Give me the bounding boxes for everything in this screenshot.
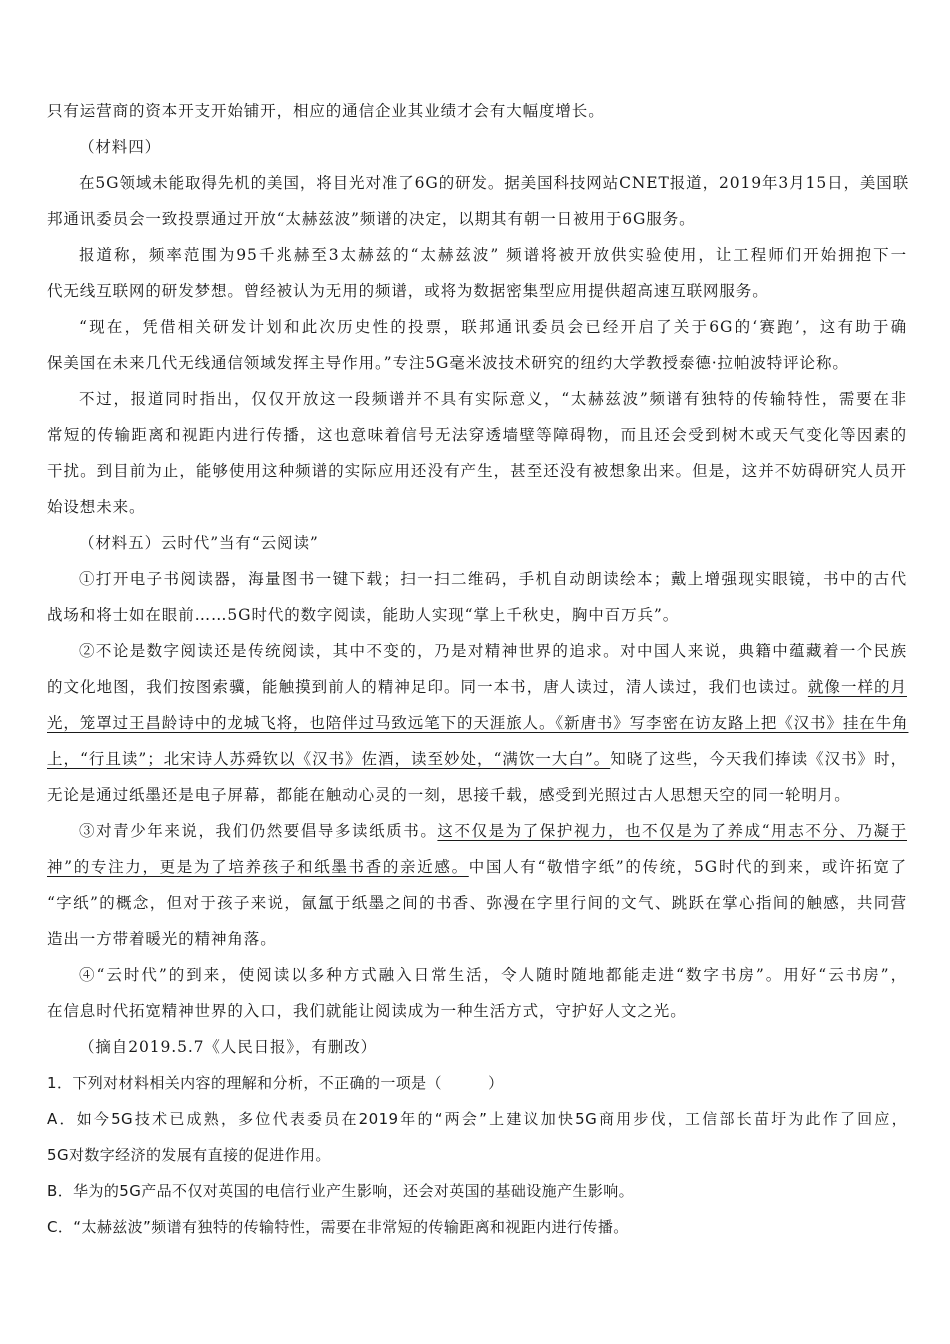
text-segment: ③对青少年来说，我们仍然要倡导多读纸质书。 bbox=[79, 822, 438, 840]
text-segment: （材料四） bbox=[79, 138, 162, 156]
passage-line bbox=[47, 597, 907, 633]
passage-line bbox=[47, 381, 907, 417]
text-segment: （材料五）云时代”当有“云阅读” bbox=[79, 534, 319, 552]
question-stem: 1．下列对材料相关内容的理解和分析，不正确的一项是（ ） bbox=[47, 1074, 504, 1092]
passage bbox=[47, 93, 910, 1065]
passage-line bbox=[47, 309, 907, 345]
text-segment: 在5G领域未能取得先机的美国，将目光对准了6G的研发。据美国科技网站CNET报道，2019年3月15日，美国联 bbox=[79, 174, 910, 192]
passage-line bbox=[47, 1029, 907, 1065]
text-segment: 只有运营商的资本开支开始铺开，相应的通信企业其业绩才会有大幅度增长。 bbox=[47, 102, 605, 120]
passage-line bbox=[47, 417, 907, 453]
passage-line bbox=[47, 345, 907, 381]
document-page bbox=[47, 93, 910, 1245]
underlined-text: 就像一样的月 bbox=[807, 678, 907, 696]
text-segment: 的文化地图，我们按图索骥，能触摸到前人的精神足印。同一本书，唐人读过，清人读过，我们也读过。 bbox=[47, 678, 808, 696]
text-segment: 无论是通过纸墨还是电子屏幕，都能在触动心灵的一刻，思接千载，感受到光照过古人思想天空的同一轮明月。 bbox=[47, 786, 851, 804]
passage-line bbox=[47, 633, 907, 669]
text-segment: 报道称，频率范围为95千兆赫至3太赫兹的“太赫兹波” 频谱将被开放供实验使用，让工程师们开始拥抱下一 bbox=[79, 246, 907, 264]
text-segment: 造出一方带着暖光的精神角落。 bbox=[47, 930, 277, 948]
underlined-text: 这不仅是为了保护视力，也不仅是为了养成“用志不分、乃凝于 bbox=[437, 822, 907, 840]
passage-line bbox=[47, 813, 907, 849]
passage-line bbox=[47, 525, 907, 561]
text-segment: 干扰。到目前为止，能够使用这种频谱的实际应用还没有产生，甚至还没有被想象出来。但是，这并不妨碍研究人员开 bbox=[47, 462, 907, 480]
text-segment: 代无线互联网的研发梦想。曾经被认为无用的频谱，或将为数据密集型应用提供超高速互联网服务。 bbox=[47, 282, 769, 300]
option-c: C．“太赫兹波”频谱有独特的传输特性，需要在非常短的传输距离和视距内进行传播。 bbox=[47, 1218, 629, 1236]
passage-line bbox=[47, 237, 907, 273]
passage-line bbox=[47, 921, 907, 957]
text-segment: 常短的传输距离和视距内进行传播，这也意味着信号无法穿透墙壁等障碍物，而且还会受到树木或天气变化等因素的 bbox=[47, 426, 907, 444]
text-segment: 邦通讯委员会一致投票通过开放“太赫兹波”频谱的决定，以期其有朝一日被用于6G服务。 bbox=[47, 210, 696, 228]
passage-line bbox=[47, 489, 907, 525]
text-segment: “字纸”的概念，但对于孩子来说，氤氲于纸墨之间的书香、弥漫在字里行间的文气、跳跃在掌心指间的触感，共同营 bbox=[47, 894, 907, 912]
question-1 bbox=[47, 1065, 907, 1245]
underlined-text: 上，“行且读”；北宋诗人苏舜钦以《汉书》佐酒，读至妙处，“满饮一大白”。 bbox=[47, 750, 611, 768]
text-segment: （摘自2019.5.7《人民日报》，有删改） bbox=[79, 1038, 378, 1056]
text-segment: 知晓了这些，今天我们捧读《汉书》时， bbox=[610, 750, 907, 768]
text-segment: 始设想未来。 bbox=[47, 498, 146, 516]
passage-line bbox=[47, 993, 907, 1029]
passage-line bbox=[47, 669, 907, 705]
passage-line bbox=[47, 129, 907, 165]
option-a-line-1: A．如今5G技术已成熟，多位代表委员在2019年的“两会”上建议加快5G商用步伐，工信部长苗圩为此作了回应， bbox=[47, 1110, 907, 1128]
passage-line bbox=[47, 849, 907, 885]
text-segment: ④“云时代”的到来，使阅读以多种方式融入日常生活，令人随时随地都能走进“数字书房”。用好“云书房”， bbox=[79, 966, 907, 984]
passage-line bbox=[47, 885, 907, 921]
text-segment: 在信息时代拓宽精神世界的入口，我们就能让阅读成为一种生活方式，守护好人文之光。 bbox=[47, 1002, 687, 1020]
text-segment: 战场和将士如在眼前……5G时代的数字阅读，能助人实现“掌上千秋史，胸中百万兵”。 bbox=[47, 606, 680, 624]
underlined-text: 神”的专注力，更是为了培养孩子和纸墨书香的亲近感。 bbox=[47, 858, 469, 876]
text-segment: “现在，凭借相关研发计划和此次历史性的投票，联邦通讯委员会已经开启了关于6G的‘赛跑’，这有助于确 bbox=[79, 318, 907, 336]
passage-line bbox=[47, 561, 907, 597]
passage-line bbox=[47, 93, 907, 129]
text-segment: ①打开电子书阅读器，海量图书一键下载；扫一扫二维码，手机自动朗读绘本；戴上增强现实眼镜，书中的古代 bbox=[79, 570, 907, 588]
passage-line bbox=[47, 453, 907, 489]
option-b: B．华为的5G产品不仅对英国的电信行业产生影响，还会对英国的基础设施产生影响。 bbox=[47, 1182, 635, 1200]
text-segment: ②不论是数字阅读还是传统阅读，其中不变的，乃是对精神世界的追求。对中国人来说，典籍中蕴藏着一个民族 bbox=[79, 642, 907, 660]
underlined-text: 光，笼罩过王昌龄诗中的龙城飞将，也陪伴过马致远笔下的天涯旅人。《新唐书》写李密在访友路上把《汉书》挂在牛角 bbox=[47, 714, 909, 732]
passage-line bbox=[47, 273, 907, 309]
passage-line bbox=[47, 777, 907, 813]
passage-line bbox=[47, 741, 907, 777]
text-segment: 不过，报道同时指出，仅仅开放这一段频谱并不具有实际意义，“太赫兹波”频谱有独特的传输特性，需要在非 bbox=[79, 390, 907, 408]
text-segment: 中国人有“敬惜字纸”的传统，5G时代的到来，或许拓宽了 bbox=[468, 858, 907, 876]
option-a-line-2: 5G对数字经济的发展有直接的促进作用。 bbox=[47, 1146, 331, 1164]
passage-line bbox=[47, 201, 907, 237]
text-segment: 保美国在未来几代无线通信领域发挥主导作用。”专注5G毫米波技术研究的纽约大学教授泰德·拉帕波特评论称。 bbox=[47, 354, 849, 372]
passage-line bbox=[47, 957, 907, 993]
passage-line bbox=[47, 705, 907, 741]
passage-line bbox=[47, 165, 910, 201]
